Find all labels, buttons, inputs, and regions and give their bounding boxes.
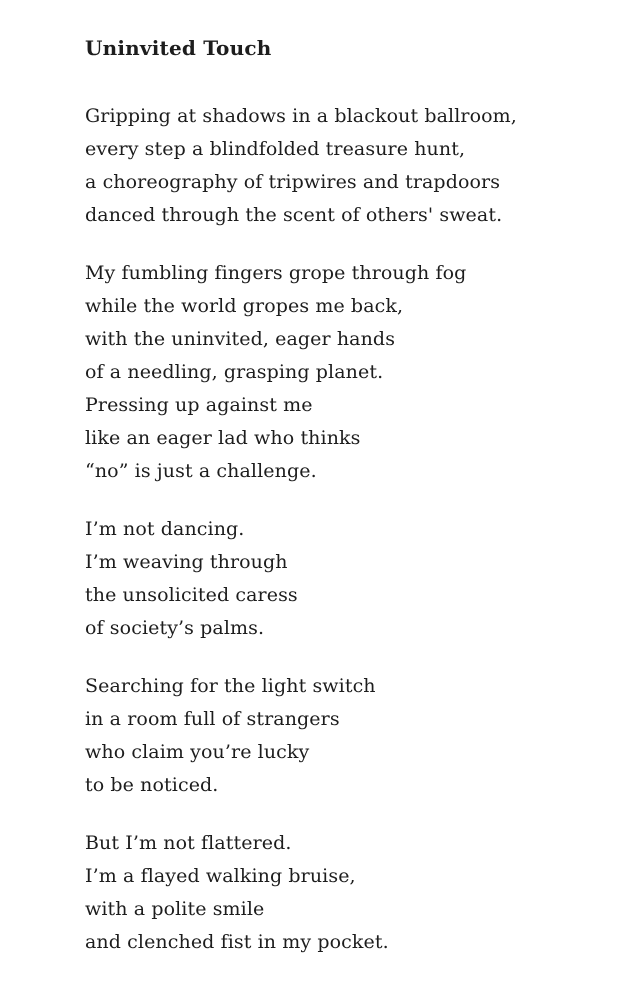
poem-stanza-1 [85, 100, 589, 232]
poem-line: My fumbling fingers grope through fog [85, 262, 467, 284]
poem-line: a choreography of tripwires and trapdoors [85, 171, 501, 193]
poem-line: Pressing up against me [85, 394, 313, 416]
poem-line: with a polite smile [85, 898, 265, 920]
poem-line: in a room full of strangers [85, 708, 340, 730]
poem-line: the unsolicited caress [85, 584, 298, 606]
poem-line: to be noticed. [85, 774, 219, 796]
poem-line: with the uninvited, eager hands [85, 328, 396, 350]
poem-line: But I’m not flattered. [85, 832, 292, 854]
poem-stanza-2 [85, 257, 589, 488]
poem-line: of a needling, grasping planet. [85, 361, 384, 383]
poem-line: danced through the scent of others' sweat. [85, 204, 503, 226]
poem-line: every step a blindfolded treasure hunt, [85, 138, 466, 160]
poem-line: and clenched fist in my pocket. [85, 931, 389, 953]
poem-line: Searching for the light switch [85, 675, 376, 697]
poem-line: I’m not dancing. [85, 518, 245, 540]
poem-stanza-4 [85, 670, 589, 802]
poem-line: while the world gropes me back, [85, 295, 404, 317]
poem-line: Gripping at shadows in a blackout ballroom, [85, 105, 517, 127]
poem-line: I’m a flayed walking bruise, [85, 865, 356, 887]
poem-title: Uninvited Touch [85, 36, 272, 60]
poem-stanza-3 [85, 513, 589, 645]
poem-line: I’m weaving through [85, 551, 288, 573]
poem-line: like an eager lad who thinks [85, 427, 361, 449]
poem-stanza-5 [85, 827, 589, 959]
poem-line: “no” is just a challenge. [85, 460, 317, 482]
poem-line: who claim you’re lucky [85, 741, 310, 763]
poem-line: of society’s palms. [85, 617, 265, 639]
